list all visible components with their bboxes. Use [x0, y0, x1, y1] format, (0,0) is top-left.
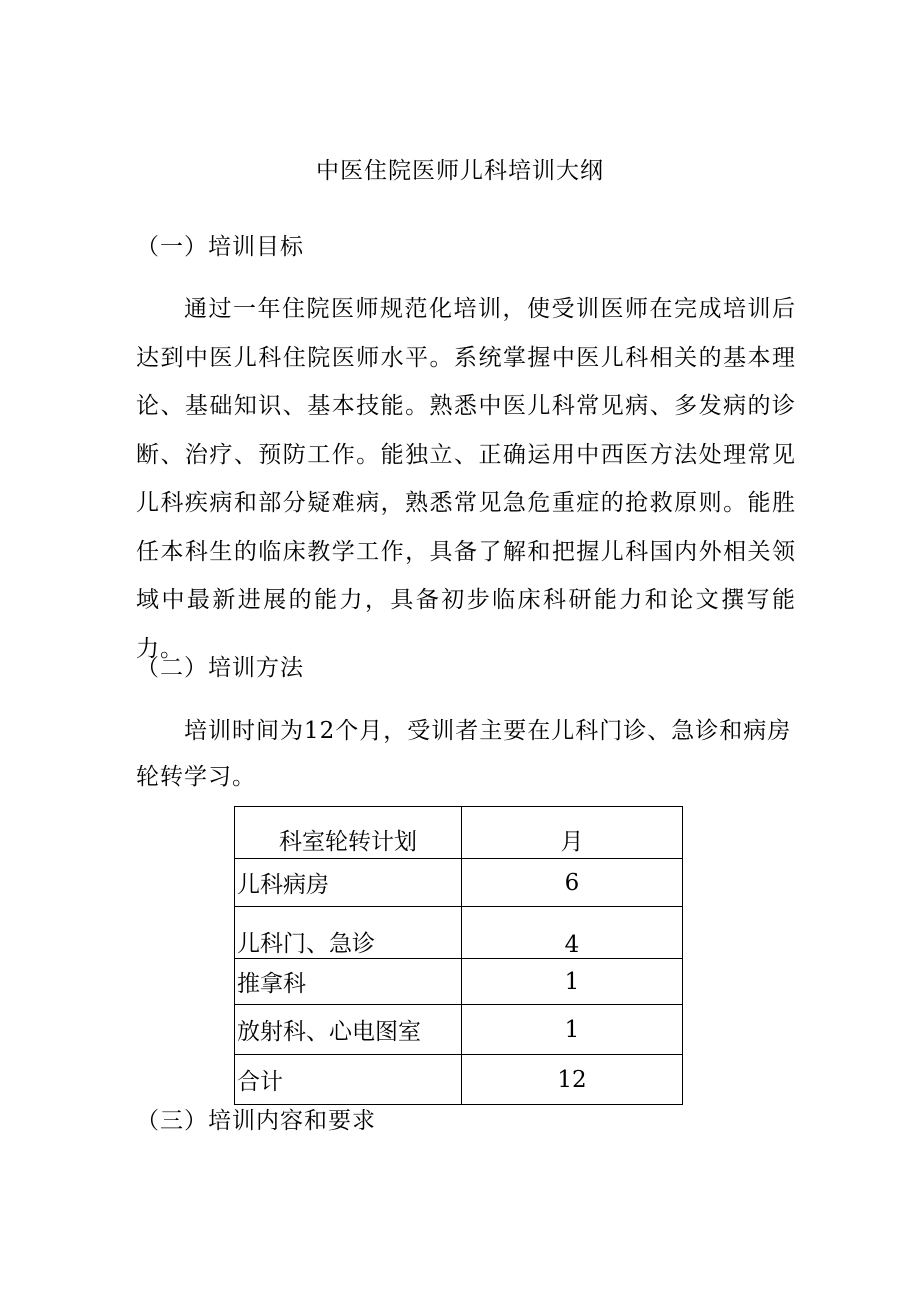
row-months: 1	[462, 1005, 683, 1055]
row-department: 放射科、心电图室	[235, 1005, 462, 1055]
table-row	[235, 1005, 683, 1055]
row-department: 推拿科	[235, 959, 462, 1005]
header-months: 月	[462, 807, 683, 859]
goal-paragraph: 通过一年住院医师规范化培训，使受训医师在完成培训后达到中医儿科住院医师水平。系统掌握中医儿科相关的基本理论、基础知识、基本技能。熟悉中医儿科常见病、多发病的诊断、治疗、预防工作。能独立、正确运用中西医方法处理常见儿科疾病和部分疑难病，熟悉常见急危重症的抢救原则。能胜任本科生的临床教学工作，具备了解和把握儿科国内外相关领域中最新进展的能力，具备初步临床科研能力和论文撰写能力。	[136, 296, 796, 662]
section-heading-method: （二）培训方法	[136, 655, 304, 681]
row-months: 6	[462, 859, 683, 907]
row-months: 4	[462, 907, 683, 959]
section-heading-content: （三）培训内容和要求	[136, 1108, 376, 1134]
row-department: 儿科门、急诊	[235, 907, 462, 959]
table-header-row	[235, 807, 683, 859]
table-row	[235, 859, 683, 907]
rotation-table	[234, 806, 683, 1105]
table-row-total	[235, 1055, 683, 1105]
row-months: 1	[462, 959, 683, 1005]
table-row	[235, 907, 683, 959]
section-heading-goal: （一）培训目标	[136, 234, 304, 260]
row-department: 合计	[235, 1055, 462, 1105]
row-months: 12	[462, 1055, 683, 1105]
row-department: 儿科病房	[235, 859, 462, 907]
table-row	[235, 959, 683, 1005]
document-title: 中医住院医师儿科培训大纲	[316, 158, 604, 184]
header-department: 科室轮转计划	[235, 807, 462, 859]
method-paragraph: 培训时间为12个月，受训者主要在儿科门诊、急诊和病房轮转学习。	[136, 718, 792, 790]
